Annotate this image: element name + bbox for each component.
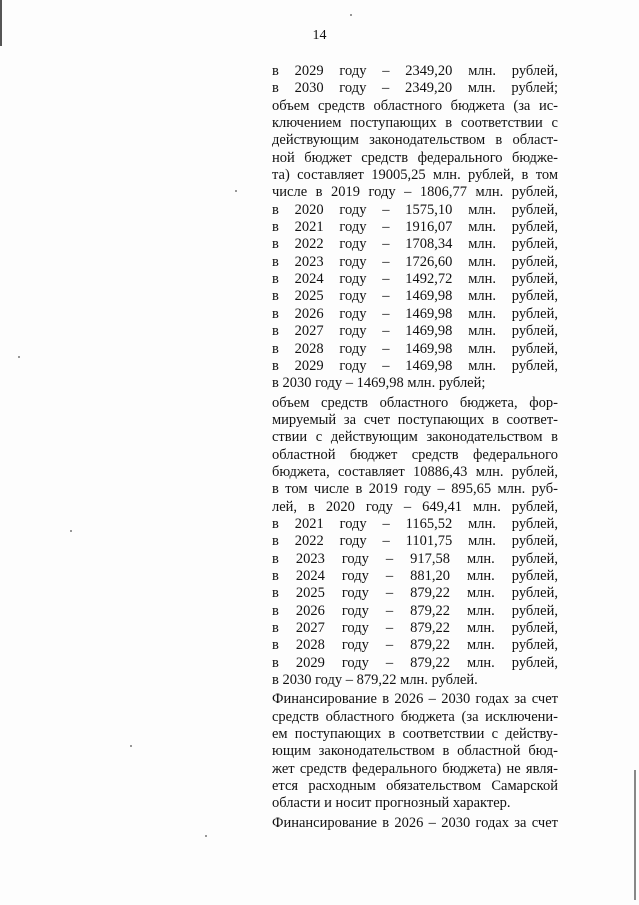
text-line: ключением поступающих в соответствии с bbox=[272, 115, 558, 132]
text-line: в 2030 году – 2349,20 млн. рублей; bbox=[272, 80, 558, 97]
text-line: в 2026 году – 1469,98 млн. рублей, bbox=[272, 305, 558, 322]
text-line: объем средств областного бюджета, фор- bbox=[272, 394, 558, 411]
text-line: мируемый за счет поступающих в соответ- bbox=[272, 411, 558, 428]
scan-edge-right bbox=[634, 770, 636, 900]
text-line: числе в 2019 году – 1806,77 млн. рублей, bbox=[272, 184, 558, 201]
text-line: лей, в 2020 году – 649,41 млн. рублей, bbox=[272, 498, 558, 515]
text-line: в 2022 году – 1101,75 млн. рублей, bbox=[272, 533, 558, 550]
text-line: ющим законодательством в областной бюд- bbox=[272, 743, 558, 760]
text-line: области и носит прогнозный характер. bbox=[272, 795, 511, 812]
text-line: Финансирование в 2026 – 2030 годах за счет bbox=[272, 691, 558, 708]
text-line: ется расходным обязательством Самарской bbox=[272, 778, 558, 795]
text-line: бюджета, составляет 10886,43 млн. рублей, bbox=[272, 463, 558, 480]
text-line: ствии с действующим законодательством в bbox=[272, 429, 558, 446]
text-line: в 2021 году – 1165,52 млн. рублей, bbox=[272, 515, 558, 532]
text-line: в 2029 году – 879,22 млн. рублей, bbox=[272, 654, 558, 671]
scan-speck bbox=[130, 745, 132, 747]
scan-speck bbox=[235, 190, 237, 192]
text-line: в 2026 году – 879,22 млн. рублей, bbox=[272, 602, 558, 619]
text-line: в 2028 году – 1469,98 млн. рублей, bbox=[272, 340, 558, 357]
text-line: в 2030 году – 1469,98 млн. рублей; bbox=[272, 375, 486, 392]
text-line: в 2025 году – 1469,98 млн. рублей, bbox=[272, 288, 558, 305]
text-line: средств областного бюджета (за исключени- bbox=[272, 708, 558, 725]
text-line: в 2029 году – 2349,20 млн. рублей, bbox=[272, 63, 558, 79]
text-line: в 2028 году – 879,22 млн. рублей, bbox=[272, 637, 558, 654]
text-line: ем поступающих в соответствии с действу- bbox=[272, 726, 558, 743]
text-line: ной бюджет средств федерального бюдже- bbox=[272, 149, 558, 166]
text-line: в 2023 году – 1726,60 млн. рублей, bbox=[272, 253, 558, 270]
text-line: в 2027 году – 879,22 млн. рублей, bbox=[272, 620, 558, 636]
text-line: в 2025 году – 879,22 млн. рублей, bbox=[272, 585, 558, 602]
text-line: действующим законодательством в област- bbox=[272, 132, 558, 149]
scan-speck bbox=[205, 835, 207, 837]
text-line: в 2024 году – 1492,72 млн. рублей, bbox=[272, 271, 558, 288]
text-line: Финансирование в 2026 – 2030 годах за счет bbox=[272, 814, 558, 831]
scan-speck bbox=[70, 530, 72, 532]
text-line: в 2021 году – 1916,07 млн. рублей, bbox=[272, 219, 558, 236]
text-line: та) составляет 19005,25 млн. рублей, в том bbox=[272, 167, 558, 184]
text-line: в 2029 году – 1469,98 млн. рублей, bbox=[272, 357, 558, 374]
text-line: в 2027 году – 1469,98 млн. рублей, bbox=[272, 323, 558, 340]
page-number: 14 bbox=[312, 28, 327, 43]
text-line: в 2030 году – 879,22 млн. рублей. bbox=[272, 672, 478, 689]
text-line: в 2023 году – 917,58 млн. рублей, bbox=[272, 550, 558, 567]
text-line: в 2020 году – 1575,10 млн. рублей, bbox=[272, 201, 558, 218]
scan-speck bbox=[18, 356, 20, 358]
text-line: областной бюджет средств федерального bbox=[272, 446, 558, 463]
text-line: жет средств федерального бюджета) не явля- bbox=[272, 760, 558, 777]
text-line: в том числе в 2019 году – 895,65 млн. руб- bbox=[272, 481, 558, 498]
text-line: объем средств областного бюджета (за ис- bbox=[272, 97, 558, 114]
scan-speck bbox=[350, 14, 352, 16]
text-line: в 2022 году – 1708,34 млн. рублей, bbox=[272, 236, 558, 253]
text-column bbox=[272, 63, 558, 832]
text-line: в 2024 году – 881,20 млн. рублей, bbox=[272, 567, 558, 584]
